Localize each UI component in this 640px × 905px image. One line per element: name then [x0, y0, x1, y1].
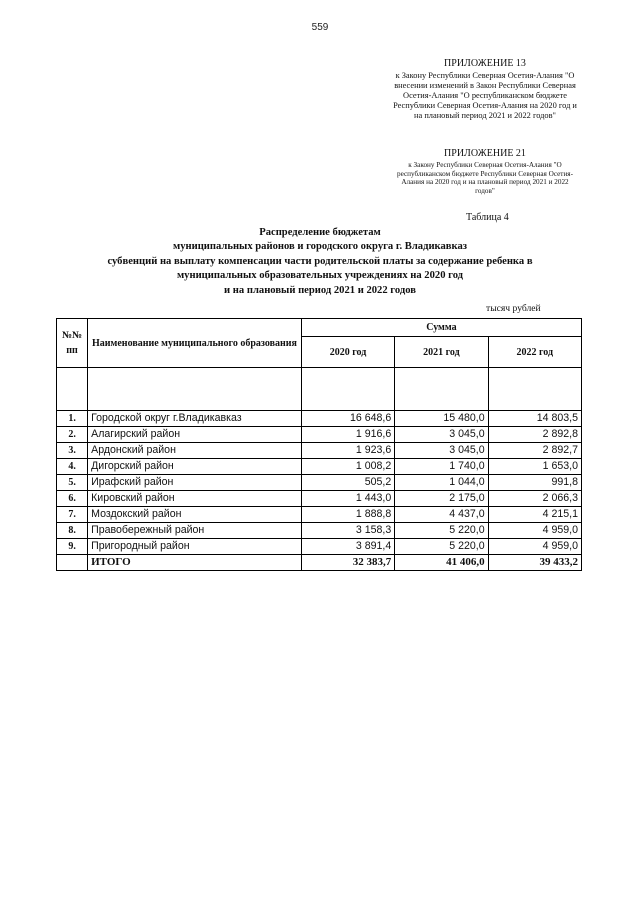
row-2021: 3 045,0: [395, 443, 488, 459]
row-name: Ирафский район: [88, 475, 302, 491]
header-name: Наименование муниципального образования: [88, 319, 302, 368]
units-label: тысяч рублей: [486, 303, 541, 314]
row-num: 2.: [57, 427, 88, 443]
row-2020: 3 891,4: [301, 539, 394, 555]
row-2021: 1 044,0: [395, 475, 488, 491]
row-name: Городской округ г.Владикавказ: [88, 411, 302, 427]
heading-line-5: и на плановый период 2021 и 2022 годов: [224, 284, 416, 296]
row-2022: 4 215,1: [488, 507, 581, 523]
table-row: [57, 475, 582, 491]
row-2020: 1 888,8: [301, 507, 394, 523]
row-2021: 15 480,0: [395, 411, 488, 427]
heading-line-4: муниципальных образовательных учреждениях на 2020 год: [176, 270, 464, 282]
row-2020: 3 158,3: [301, 523, 394, 539]
row-2022: 2 892,8: [488, 427, 581, 443]
table-row: [57, 459, 582, 475]
row-num: 5.: [57, 475, 88, 491]
document-heading: [60, 226, 580, 298]
row-name: Алагирский район: [88, 427, 302, 443]
appendix-13-title: ПРИЛОЖЕНИЕ 13: [444, 58, 526, 69]
row-2020: 1 008,2: [301, 459, 394, 475]
table-row: [57, 491, 582, 507]
table-row: [57, 443, 582, 459]
table-row: [57, 507, 582, 523]
header-num: №№ пп: [57, 319, 88, 368]
row-2021: 4 437,0: [395, 507, 488, 523]
appendix-21-text: к Закону Республики Северная Осетия-Алания "О республиканском бюджете Республики Северная Осетия-Алания на 2020 год и на плановый период 2021 и 2022 годов": [396, 161, 573, 195]
appendix-21-title: ПРИЛОЖЕНИЕ 21: [444, 148, 526, 159]
row-num: 6.: [57, 491, 88, 507]
appendix-13-text: к Закону Республики Северная Осетия-Алания "О внесении изменений в Закон Республики Северная Осетия-Алания "О республиканском бюджете Республики Северная Осетия-Алания на 2020 год и на плановый период 2021 и 2022 годов": [393, 71, 577, 121]
row-2022: 1 653,0: [488, 459, 581, 475]
row-name: Дигорский район: [88, 459, 302, 475]
table-row: [57, 411, 582, 427]
row-name: Пригородный район: [88, 539, 302, 555]
table-row: [57, 539, 582, 555]
row-name: Моздокский район: [88, 507, 302, 523]
total-2021: 41 406,0: [395, 555, 488, 571]
distribution-table: [56, 318, 582, 571]
row-num: 8.: [57, 523, 88, 539]
row-2020: 1 923,6: [301, 443, 394, 459]
row-2022: 2 892,7: [488, 443, 581, 459]
total-2022: 39 433,2: [488, 555, 581, 571]
row-2021: 2 175,0: [395, 491, 488, 507]
total-num-cell: [57, 555, 88, 571]
header-year-2022: 2022 год: [488, 337, 581, 368]
row-num: 7.: [57, 507, 88, 523]
table-row: [57, 523, 582, 539]
total-2020: 32 383,7: [301, 555, 394, 571]
row-2021: 1 740,0: [395, 459, 488, 475]
row-2022: 4 959,0: [488, 539, 581, 555]
row-name: Ардонский район: [88, 443, 302, 459]
row-2020: 505,2: [301, 475, 394, 491]
total-row: [57, 555, 582, 571]
row-2020: 1 443,0: [301, 491, 394, 507]
row-2020: 1 916,6: [301, 427, 394, 443]
row-name: Правобережный район: [88, 523, 302, 539]
row-num: 9.: [57, 539, 88, 555]
appendix-13-block: [392, 58, 578, 121]
row-2022: 2 066,3: [488, 491, 581, 507]
table-body: [57, 411, 582, 555]
table-label: Таблица 4: [466, 212, 509, 223]
row-num: 1.: [57, 411, 88, 427]
heading-line-2: муниципальных районов и городского округа г. Владикавказ: [172, 241, 468, 253]
row-num: 4.: [57, 459, 88, 475]
row-2022: 14 803,5: [488, 411, 581, 427]
row-2020: 16 648,6: [301, 411, 394, 427]
row-num: 3.: [57, 443, 88, 459]
page-number: 559: [311, 22, 329, 33]
row-2022: 4 959,0: [488, 523, 581, 539]
heading-line-3: субвенций на выплату компенсации части родительской платы за содержание ребенка в: [107, 255, 533, 267]
row-2021: 5 220,0: [395, 539, 488, 555]
appendix-21-block: [392, 148, 578, 196]
row-2021: 5 220,0: [395, 523, 488, 539]
header-year-2021: 2021 год: [395, 337, 488, 368]
spacer-row: [57, 368, 582, 411]
table-row: [57, 427, 582, 443]
row-name: Кировский район: [88, 491, 302, 507]
header-sum: Сумма: [301, 319, 581, 337]
header-year-2020: 2020 год: [301, 337, 394, 368]
row-2021: 3 045,0: [395, 427, 488, 443]
total-name: ИТОГО: [88, 555, 302, 571]
row-2022: 991,8: [488, 475, 581, 491]
heading-line-1: Распределение бюджетам: [259, 227, 381, 238]
